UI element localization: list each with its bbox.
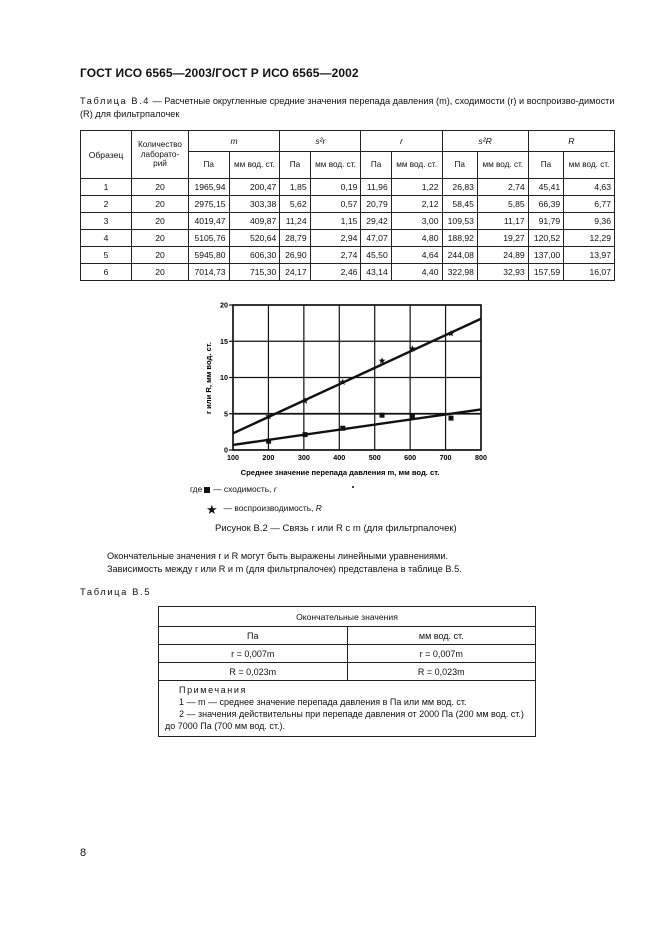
legend-R-text: — воспроизводимость, [223, 503, 314, 513]
table-cell: 5105,76 [189, 230, 230, 247]
table-cell: 47,07 [361, 230, 391, 247]
data-point-square [380, 413, 385, 418]
table-cell: 20 [132, 247, 189, 264]
table-cell: 4,40 [391, 264, 442, 281]
y-tick-label: 20 [220, 300, 228, 310]
document-header: ГОСТ ИСО 6565—2003/ГОСТ Р ИСО 6565—2002 [80, 66, 359, 80]
chart-ticks [220, 301, 487, 462]
table-cell: 4,80 [391, 230, 442, 247]
unit-pa-header: Па [280, 152, 310, 179]
table-cell: 715,30 [229, 264, 280, 281]
r-pa-cell: r = 0,007m [159, 645, 348, 663]
table-cell: 5 [81, 247, 132, 264]
col-labs-header: Количество лаборато-рий [132, 131, 189, 179]
y-tick-label: 10 [220, 373, 228, 383]
table-cell: 2,46 [310, 264, 361, 281]
table-row [81, 247, 615, 264]
table-cell: 5,85 [477, 196, 528, 213]
table-cell: 1,85 [280, 179, 310, 196]
star-marker-icon: ★ [206, 502, 218, 517]
table-cell: 4019,47 [189, 213, 230, 230]
table-cell: 0,19 [310, 179, 361, 196]
table-cell: 1965,94 [189, 179, 230, 196]
R-pa-cell: R = 0,023m [159, 663, 348, 681]
table-cell: 322,98 [442, 264, 477, 281]
table-cell: 26,90 [280, 247, 310, 264]
table-cell: 6,77 [564, 196, 615, 213]
table-cell: 20 [132, 179, 189, 196]
x-tick-label: 200 [262, 453, 275, 462]
table-cell: 9,36 [564, 213, 615, 230]
group-r-header: r [361, 131, 442, 152]
table-cell: 3,00 [391, 213, 442, 230]
unit-mm-header: мм вод. ст. [229, 152, 280, 179]
table-row [81, 213, 615, 230]
table-cell: 303,38 [229, 196, 280, 213]
table-cell: 20 [132, 213, 189, 230]
legend-R-symbol: R [315, 503, 322, 513]
legend-r-symbol: r [273, 484, 277, 494]
table-cell: 1,22 [391, 179, 442, 196]
note-1: 1 — m — среднее значение перепада давления в Па или мм вод. ст. [179, 697, 467, 707]
legend-r-text: — сходимость, [213, 484, 272, 494]
table-cell: 244,08 [442, 247, 477, 264]
data-point-square [340, 426, 345, 431]
table-cell: 1 [81, 179, 132, 196]
col-sample-header: Образец [81, 131, 132, 179]
table-cell: 2,12 [391, 196, 442, 213]
table-cell: 2 [81, 196, 132, 213]
table-cell: 5945,80 [189, 247, 230, 264]
table-cell: 6 [81, 264, 132, 281]
table-cell: 45,41 [528, 179, 563, 196]
table-row [81, 179, 615, 196]
note-2: 2 — значения действительны при перепаде давления от 2000 Па (200 мм вод. ст.) до 7000 Па (700 мм вод. ст.). [165, 709, 524, 731]
table-b5-header: Окончательные значения [159, 607, 536, 627]
table-cell: 29,42 [361, 213, 391, 230]
table-cell: 200,47 [229, 179, 280, 196]
x-tick-label: 100 [227, 453, 239, 462]
table-cell: 3 [81, 213, 132, 230]
unit-pa-header: Па [442, 152, 477, 179]
table-cell: 188,92 [442, 230, 477, 247]
unit-mm-header: мм вод. ст. [391, 152, 442, 179]
table-b4-caption-text: — Расчетные округленные средние значения перепада давления (m), сходимости (r) и воспроизво-димости (R) для фильтрпалочек [80, 96, 615, 119]
unit-mm-header: мм вод. ст. [477, 152, 528, 179]
table-cell: 66,39 [528, 196, 563, 213]
group-m-header: m [189, 131, 280, 152]
data-point-square [410, 414, 415, 419]
x-tick-label: 800 [475, 453, 487, 462]
page-number: 8 [80, 847, 87, 859]
table-cell: 520,64 [229, 230, 280, 247]
table-b4 [80, 130, 615, 281]
x-tick-label: 500 [368, 453, 381, 462]
table-cell: 12,29 [564, 230, 615, 247]
table-cell: 409,87 [229, 213, 280, 230]
table-cell: 20 [132, 196, 189, 213]
note-title: Примечания [179, 685, 247, 695]
table-cell: 109,53 [442, 213, 477, 230]
table-cell: 19,27 [477, 230, 528, 247]
paragraph-line-2: Зависимость между r или R и m (для фильтрпалочек) представлена в таблице В.5. [107, 564, 462, 574]
x-tick-label: 400 [333, 453, 346, 462]
table-cell: 0,57 [310, 196, 361, 213]
table-cell: 20,79 [361, 196, 391, 213]
x-tick-label: 700 [439, 453, 452, 462]
table-cell: 137,00 [528, 247, 563, 264]
table-cell: 606,30 [229, 247, 280, 264]
r-mm-cell: r = 0,007m [347, 645, 536, 663]
data-point-square [266, 439, 271, 444]
unit-mm-header: мм вод. ст. [310, 152, 361, 179]
figure-caption: Рисунок В.2 — Связь r или R с m (для фильтрпалочек) [215, 523, 457, 534]
square-marker-icon [204, 487, 210, 493]
group-sr-header: s²r [280, 131, 361, 152]
col-mm-header: мм вод. ст. [347, 627, 536, 645]
group-sR-header: s²R [442, 131, 528, 152]
table-b5-caption: Таблица В.5 [80, 586, 152, 597]
unit-pa-header: Па [528, 152, 563, 179]
table-row [81, 264, 615, 281]
stray-dot [352, 486, 354, 488]
chart-y-label: r или R, мм вод. ст. [204, 342, 213, 414]
y-tick-label: 0 [224, 445, 228, 455]
table-cell: 13,97 [564, 247, 615, 264]
table-cell: 120,52 [528, 230, 563, 247]
legend-repeatability [190, 484, 277, 494]
table-cell: 28,79 [280, 230, 310, 247]
table-cell: 20 [132, 264, 189, 281]
table-cell: 58,45 [442, 196, 477, 213]
table-cell: 11,17 [477, 213, 528, 230]
table-cell: 24,17 [280, 264, 310, 281]
table-b4-label: Таблица В.4 [80, 96, 150, 106]
unit-pa-header: Па [189, 152, 230, 179]
table-cell: 4,63 [564, 179, 615, 196]
table-cell: 2,94 [310, 230, 361, 247]
table-b4-body [81, 179, 615, 281]
table-cell: 4 [81, 230, 132, 247]
R-mm-cell: R = 0,023m [347, 663, 536, 681]
table-cell: 91,79 [528, 213, 563, 230]
table-cell: 32,93 [477, 264, 528, 281]
legend-reproducibility [206, 502, 322, 518]
paragraph-line-1: Окончательные значения r и R могут быть выражены линейными уравнениями. [107, 551, 449, 561]
y-tick-label: 15 [220, 336, 228, 346]
x-tick-label: 300 [297, 453, 310, 462]
table-b5-notes [159, 681, 536, 737]
table-cell: 157,59 [528, 264, 563, 281]
col-pa-header: Па [159, 627, 348, 645]
table-cell: 45,50 [361, 247, 391, 264]
table-cell: 7014,73 [189, 264, 230, 281]
table-cell: 1,15 [310, 213, 361, 230]
table-cell: 5,62 [280, 196, 310, 213]
paragraph [107, 550, 462, 576]
unit-pa-header: Па [361, 152, 391, 179]
table-b4-caption [80, 95, 620, 120]
table-cell: 4,64 [391, 247, 442, 264]
table-cell: 11,96 [361, 179, 391, 196]
table-cell: 2,74 [310, 247, 361, 264]
table-row [81, 196, 615, 213]
table-cell: 2975,15 [189, 196, 230, 213]
x-tick-label: 600 [404, 453, 417, 462]
chart-fit-lines [233, 319, 481, 445]
y-tick-label: 5 [224, 409, 228, 419]
table-b5 [158, 606, 536, 737]
table-cell: 11,24 [280, 213, 310, 230]
table-cell: 20 [132, 230, 189, 247]
chart-x-label: Среднее значение перепада давления m, мм вод. ст. [240, 468, 440, 477]
chart-r-R-vs-m [195, 295, 495, 480]
group-R-header: R [528, 131, 614, 152]
table-cell: 24,89 [477, 247, 528, 264]
unit-mm-header: мм вод. ст. [564, 152, 615, 179]
table-cell: 2,74 [477, 179, 528, 196]
data-point-square [303, 432, 308, 437]
table-cell: 43,14 [361, 264, 391, 281]
data-point-square [448, 416, 453, 421]
table-cell: 16,07 [564, 264, 615, 281]
table-cell: 26,83 [442, 179, 477, 196]
table-row [81, 230, 615, 247]
legend-where: где [190, 484, 203, 494]
